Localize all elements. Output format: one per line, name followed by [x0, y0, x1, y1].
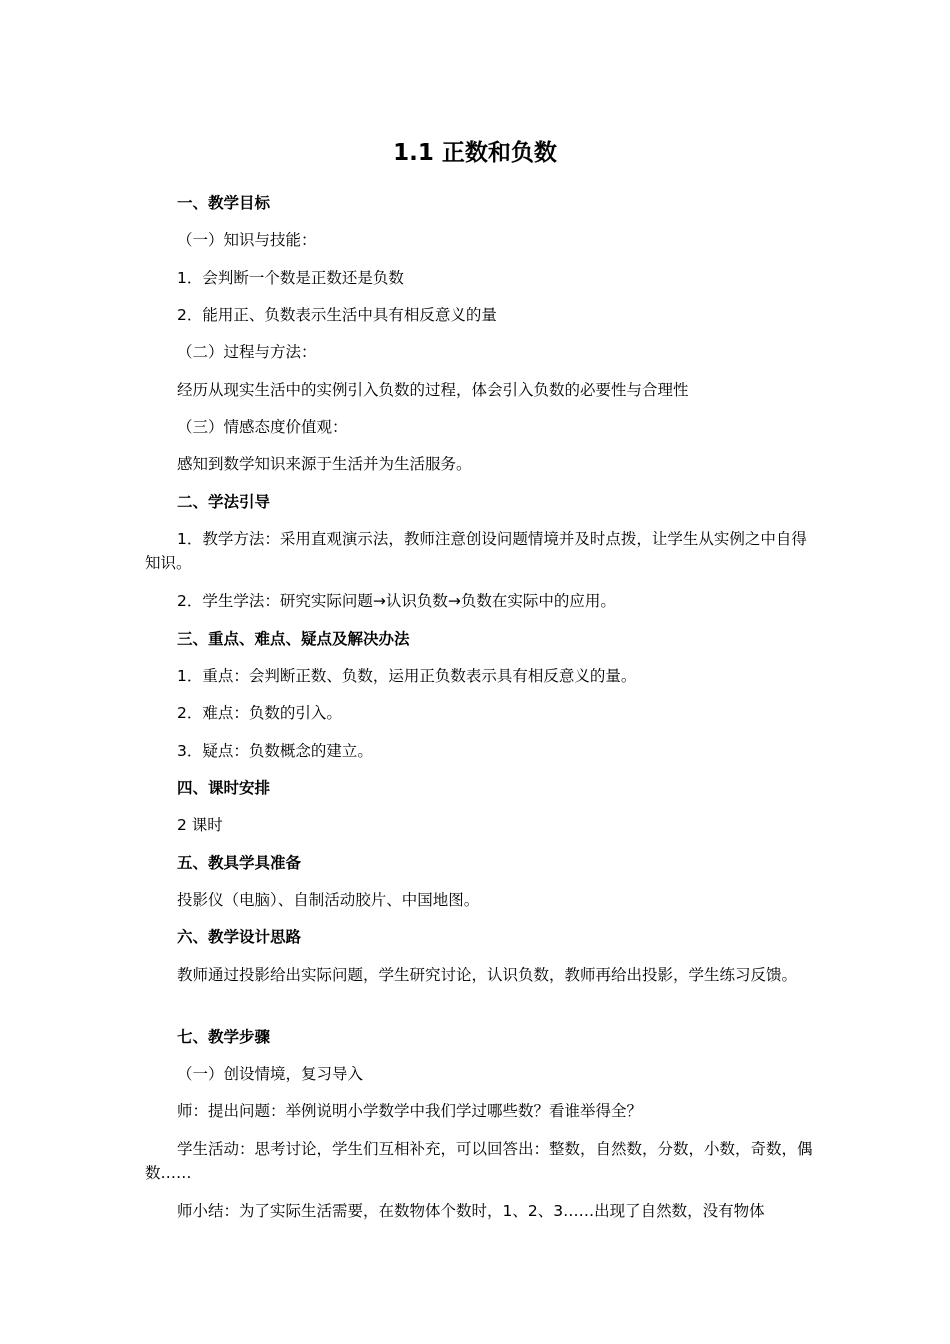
section-heading-schedule: 四、课时安排	[177, 779, 271, 797]
page-title: 1.1 正数和负数	[393, 140, 557, 166]
process-text: 经历从现实生活中的实例引入负数的过程，体会引入负数的必要性与合理性	[177, 381, 689, 399]
schedule-text: 2 课时	[177, 816, 223, 834]
section-heading-design: 六、教学设计思路	[177, 928, 302, 946]
teacher-summary: 师小结：为了实际生活需要，在数物体个数时，1、2、3……出现了自然数，没有物体	[177, 1202, 765, 1220]
subheading-attitude: （三）情感态度价值观：	[177, 418, 348, 436]
design-text: 教师通过投影给出实际问题，学生研究讨论，认识负数，教师再给出投影，学生练习反馈。	[177, 966, 798, 984]
section-heading-method: 二、学法引导	[177, 493, 271, 511]
section-heading-steps: 七、教学步骤	[177, 1028, 271, 1046]
steps-subheading-1: （一）创设情境，复习导入	[177, 1065, 364, 1083]
section-heading-tools: 五、教具学具准备	[177, 854, 302, 872]
key-point-item-2: 2．难点：负数的引入。	[177, 704, 342, 722]
key-point-item-1: 1．重点：会判断正数、负数，运用正负数表示具有相反意义的量。	[177, 667, 637, 685]
goal-item-1: 1．会判断一个数是正数还是负数	[177, 269, 404, 287]
teacher-question: 师：提出问题：举例说明小学数学中我们学过哪些数？看谁举得全？	[177, 1102, 643, 1120]
attitude-text: 感知到数学知识来源于生活并为生活服务。	[177, 455, 472, 473]
goal-item-2: 2．能用正、负数表示生活中具有相反意义的量	[177, 306, 497, 324]
method-item-1: 1．教学方法：采用直观演示法，教师注意创设问题情境并及时点拨，让学生从实例之中自得知识。	[145, 530, 807, 572]
key-point-item-3: 3．疑点：负数概念的建立。	[177, 742, 373, 760]
method-item-2: 2．学生学法：研究实际问题→认识负数→负数在实际中的应用。	[177, 592, 616, 610]
tools-text: 投影仪（电脑）、自制活动胶片、中国地图。	[177, 891, 480, 909]
section-heading-goals: 一、教学目标	[177, 194, 271, 212]
subheading-process: （二）过程与方法：	[177, 343, 317, 361]
subheading-knowledge: （一）知识与技能：	[177, 231, 317, 249]
student-activity: 学生活动：思考讨论，学生们互相补充，可以回答出：整数，自然数，分数，小数，奇数，偶数……	[145, 1140, 813, 1182]
section-heading-key-points: 三、重点、难点、疑点及解决办法	[177, 630, 410, 648]
